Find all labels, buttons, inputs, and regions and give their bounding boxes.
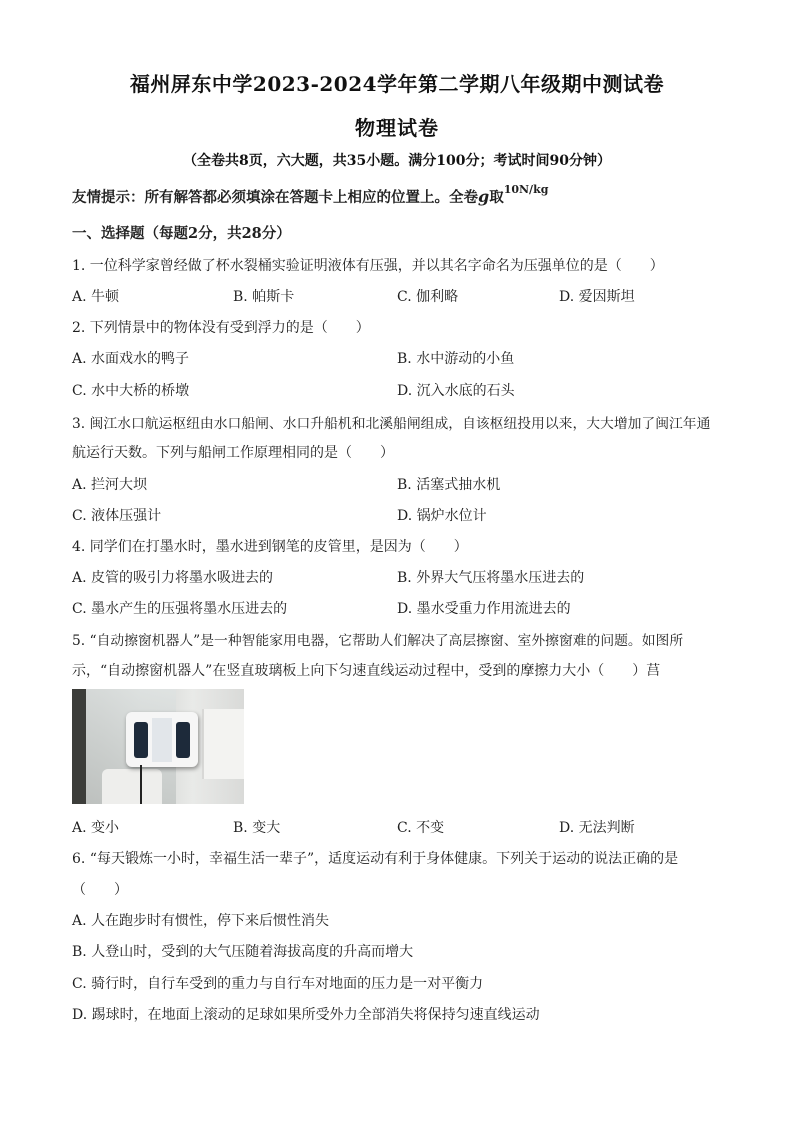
tip-line — [72, 183, 549, 207]
q5-stem-line2: 示，“自动擦窗机器人”在竖直玻璃板上向下匀速直线运动过程中，受到的摩擦力大小（ ）莒 — [72, 663, 661, 679]
power-cord — [140, 765, 142, 804]
robot-pad-right — [176, 722, 190, 758]
robot-core — [152, 718, 172, 762]
q3-option-a[interactable]: A. 拦河大坝 — [72, 477, 148, 493]
q2-option-d[interactable]: D. 沉入水底的石头 — [397, 383, 515, 399]
q1-option-a[interactable]: A. 牛顿 — [72, 289, 120, 305]
exam-title: 福州屏东中学2023-2024学年第二学期八年级期中测试卷 — [129, 72, 665, 96]
q1-option-d[interactable]: D. 爱因斯坦 — [559, 289, 635, 305]
q1-option-b[interactable]: B. 帕斯卡 — [233, 289, 295, 305]
q6-option-b[interactable]: B. 人登山时，受到的大气压随着海拔高度的升高而增大 — [72, 944, 414, 960]
q6-stem-line1: 6. “每天锻炼一小时，幸福生活一辈子”，适度运动有利于身体健康。下列关于运动的说法正确的是 — [72, 851, 679, 867]
q4-option-c[interactable]: C. 墨水产生的压强将墨水压进去的 — [72, 601, 288, 617]
exam-note: （全卷共8页，六大题，共35小题。满分100分；考试时间90分钟） — [183, 153, 611, 169]
q5-option-c[interactable]: C. 不变 — [397, 820, 445, 836]
q3-stem-line1: 3. 闽江水口航运枢纽由水口船闸、水口升船机和北溪船闸组成，自该枢纽投用以来，大大增加了闽江年通 — [72, 416, 711, 432]
background-appliance — [102, 769, 162, 804]
window-frame — [72, 689, 86, 804]
q3-stem-line2: 航运行天数。下列与船闸工作原理相同的是（ ） — [72, 445, 394, 461]
exam-subtitle: 物理试卷 — [355, 116, 439, 140]
window-cleaning-robot-photo — [72, 689, 244, 804]
q6-option-c[interactable]: C. 骑行时，自行车受到的重力与自行车对地面的压力是一对平衡力 — [72, 976, 484, 992]
q5-option-a[interactable]: A. 变小 — [72, 820, 120, 836]
q6-stem-line2: （ ） — [72, 882, 128, 898]
tip-g: g — [478, 187, 490, 206]
q3-option-d[interactable]: D. 锅炉水位计 — [397, 508, 487, 524]
tip-text: 友情提示：所有解答都必须填涂在答题卡上相应的位置上。全卷 — [72, 189, 478, 206]
q5-stem-line1: 5. “自动擦窗机器人”是一种智能家用电器，它帮助人们解决了高层擦窗、室外擦窗难的问题。如图所 — [72, 633, 684, 649]
q3-option-c[interactable]: C. 液体压强计 — [72, 508, 162, 524]
tip-take: 取 — [489, 189, 504, 206]
q5-option-b[interactable]: B. 变大 — [233, 820, 281, 836]
q5-option-d[interactable]: D. 无法判断 — [559, 820, 635, 836]
q4-option-b[interactable]: B. 外界大气压将墨水压进去的 — [397, 570, 585, 586]
q6-option-d[interactable]: D. 踢球时，在地面上滚动的足球如果所受外力全部消失将保持匀速直线运动 — [72, 1007, 540, 1023]
section-heading: 一、选择题（每题2分，共28分） — [72, 225, 291, 242]
q2-option-b[interactable]: B. 水中游动的小鱼 — [397, 351, 515, 367]
tip-value: 10N/kg — [503, 183, 549, 196]
q6-option-a[interactable]: A. 人在跑步时有惯性，停下来后惯性消失 — [72, 913, 330, 929]
q4-option-d[interactable]: D. 墨水受重力作用流进去的 — [397, 601, 571, 617]
cleaning-robot — [126, 712, 198, 767]
q1-stem: 1. 一位科学家曾经做了杯水裂桶实验证明液体有压强，并以其名字命名为压强单位的是（ ） — [72, 258, 664, 274]
q4-stem: 4. 同学们在打墨水时，墨水进到钢笔的皮管里，是因为（ ） — [72, 539, 468, 555]
q3-option-b[interactable]: B. 活塞式抽水机 — [397, 477, 501, 493]
robot-pad-left — [134, 722, 148, 758]
q2-option-c[interactable]: C. 水中大桥的桥墩 — [72, 383, 190, 399]
background-shelf — [202, 709, 244, 779]
q1-option-c[interactable]: C. 伽利略 — [397, 289, 459, 305]
q2-option-a[interactable]: A. 水面戏水的鸭子 — [72, 351, 190, 367]
q2-stem: 2. 下列情景中的物体没有受到浮力的是（ ） — [72, 320, 370, 336]
q4-option-a[interactable]: A. 皮管的吸引力将墨水吸进去的 — [72, 570, 274, 586]
